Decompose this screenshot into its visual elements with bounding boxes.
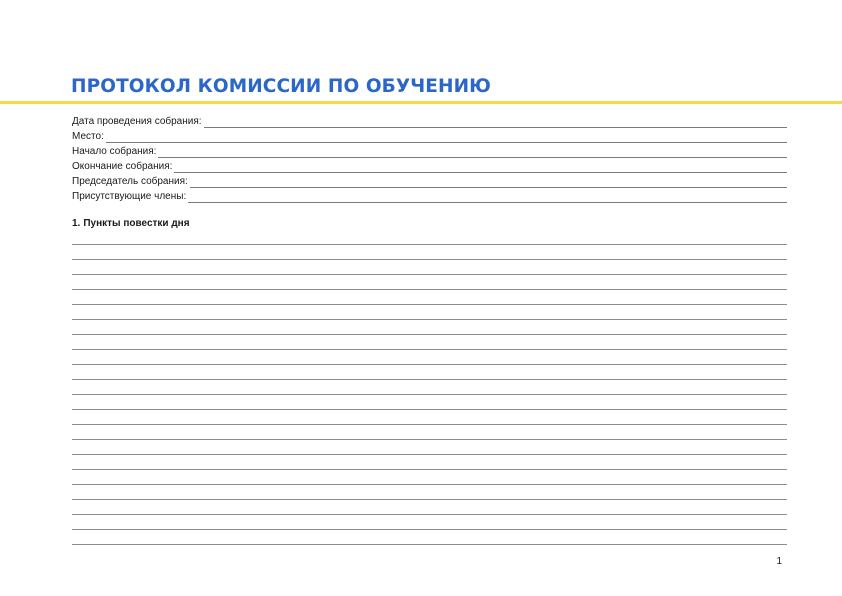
field-location [72,128,787,143]
field-label: Место: [72,131,104,142]
field-meeting-date [72,113,787,128]
field-label: Дата проведения собрания: [72,116,202,127]
ruled-line [72,484,787,485]
field-label: Присутствующие члены: [72,191,187,202]
document-title: ПРОТОКОЛ КОМИССИИ ПО ОБУЧЕНИЮ [71,76,491,97]
field-label: Начало собрания: [72,146,157,157]
field-chairperson [72,173,787,188]
ruled-line [72,274,787,275]
field-label: Председатель собрания: [72,176,188,187]
section-title: Пункты повестки дня [83,218,190,229]
ruled-line [72,499,787,500]
field-end-time [72,158,787,173]
ruled-line [72,319,787,320]
ruled-line [72,394,787,395]
field-attendees [72,188,787,203]
field-start-time [72,143,787,158]
ruled-line [72,514,787,515]
ruled-line [72,304,787,305]
ruled-line [72,379,787,380]
fill-in-line [188,192,787,203]
section-number: 1. [72,218,81,229]
section-heading-agenda [72,218,190,230]
fill-in-line [190,177,787,188]
fill-in-line [204,117,787,128]
ruled-line [72,469,787,470]
ruled-line [72,334,787,335]
ruled-line [72,439,787,440]
page-number: 1 [776,556,782,567]
fill-in-line [174,162,787,173]
fill-in-line [158,147,787,158]
ruled-line [72,424,787,425]
ruled-line [72,289,787,290]
meeting-details [72,113,787,203]
ruled-line [72,454,787,455]
fill-in-line [106,132,787,143]
field-label: Окончание собрания: [72,161,173,172]
ruled-line [72,364,787,365]
ruled-line [72,244,787,245]
accent-divider [0,101,842,104]
ruled-line [72,409,787,410]
ruled-line [72,259,787,260]
ruled-line [72,529,787,530]
ruled-line [72,349,787,350]
ruled-line [72,544,787,545]
